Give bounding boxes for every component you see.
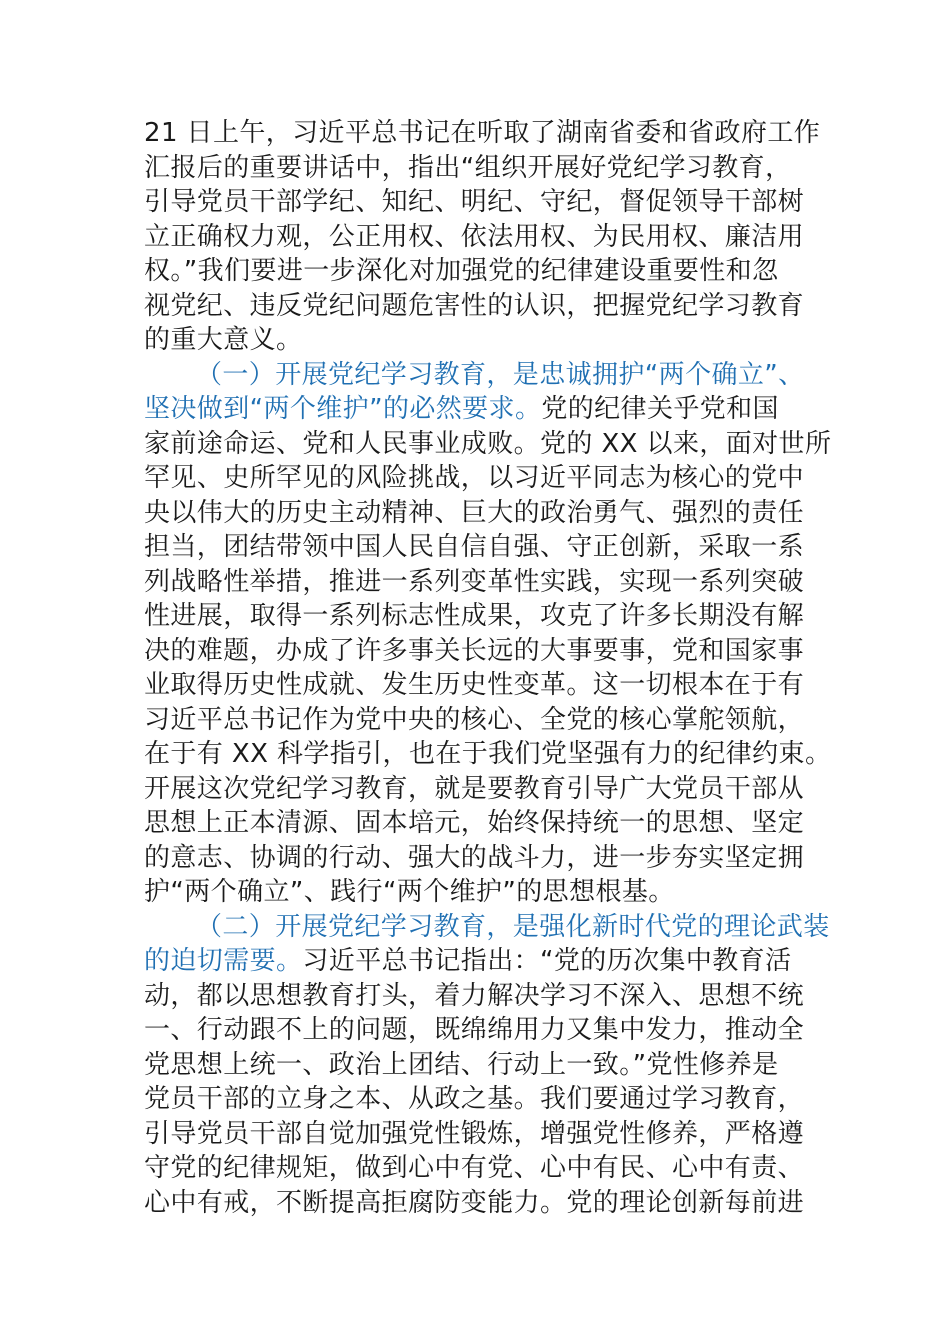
text-line: 担当，团结带领中国人民自信自强、守正创新，采取一系 (144, 532, 805, 562)
document-body (144, 116, 832, 1220)
paragraph-1 (144, 116, 821, 358)
text-line: 视党纪、违反党纪问题危害性的认识，把握党纪学习教育 (144, 290, 805, 321)
section-heading-2-cont: 的迫切需要。 (144, 946, 303, 976)
text-run: 党的纪律关乎党和国 (541, 394, 779, 424)
section-heading-1-cont: 坚决做到“两个维护”的必然要求。 (144, 394, 542, 424)
text-line: 家前途命运、党和人民事业成败。党的 XX 以来，面对世所 (144, 428, 832, 459)
text-line (144, 392, 806, 427)
text-line: 思想上正本清源、固本培元，始终保持统一的思想、坚定 (144, 808, 805, 838)
text-line: 开展这次党纪学习教育，就是要教育引导广大党员干部从 (144, 773, 805, 804)
text-line (144, 910, 830, 945)
text-line: 业取得历史性成就、发生历史性变革。这一切根本在于有 (144, 670, 805, 700)
text-run: 习近平总书记指出：“党的历次集中教育活 (302, 946, 792, 976)
paragraph-3 (144, 910, 830, 1221)
text-line: 党思想上统一、政治上团结、行动上一致。”党性修养是 (144, 1049, 779, 1080)
text-line: 习近平总书记作为党中央的核心、全党的核心掌舵领航， (144, 704, 805, 735)
text-line (144, 358, 806, 393)
text-line: 一、行动跟不上的问题，既绵绵用力又集中发力，推动全 (144, 1015, 805, 1045)
text-line: 心中有戒，不断提高拒腐防变能力。党的理论创新每前进 (144, 1187, 805, 1218)
section-heading-1: （一）开展党纪学习教育，是忠诚拥护“两个确立”、 (196, 359, 805, 390)
text-line: 性进展，取得一系列标志性成果，攻克了许多长期没有解 (144, 601, 805, 631)
text-line: 列战略性举措，推进一系列变革性实践，实现一系列突破 (144, 566, 805, 597)
text-line: 立正确权力观，公正用权、依法用权、为民用权、廉洁用 (144, 221, 805, 252)
text-line: 党员干部的立身之本、从政之基。我们要通过学习教育， (144, 1084, 805, 1114)
text-line: 21 日上午，习近平总书记在听取了湖南省委和省政府工作 (144, 118, 821, 148)
section-heading-2: （二）开展党纪学习教育，是强化新时代党的理论武装 (196, 911, 830, 942)
text-line: 引导党员干部学纪、知纪、明纪、守纪，督促领导干部树 (144, 187, 805, 217)
text-line: 的重大意义。 (144, 325, 303, 355)
text-line (144, 944, 806, 979)
text-line: 决的难题，办成了许多事关长远的大事要事，党和国家事 (144, 635, 805, 666)
text-line: 动，都以思想教育打头，着力解决学习不深入、思想不统 (144, 980, 805, 1011)
text-line: 罕见、史所罕见的风险挑战，以习近平同志为核心的党中 (144, 463, 805, 493)
text-line: 汇报后的重要讲话中，指出“组织开展好党纪学习教育， (144, 152, 792, 183)
paragraph-2 (144, 358, 832, 910)
text-line: 的意志、协调的行动、强大的战斗力，进一步夯实坚定拥 (144, 842, 805, 873)
text-line: 央以伟大的历史主动精神、巨大的政治勇气、强烈的责任 (144, 497, 805, 528)
text-line: 守党的纪律规矩，做到心中有党、心中有民、心中有责、 (144, 1153, 805, 1183)
text-line: 在于有 XX 科学指引，也在于我们党坚强有力的纪律约束。 (144, 739, 832, 769)
text-line: 引导党员干部自觉加强党性锻炼，增强党性修养，严格遵 (144, 1118, 805, 1149)
text-line: 护“两个确立”、践行“两个维护”的思想根基。 (144, 877, 675, 907)
text-line: 权。”我们要进一步深化对加强党的纪律建设重要性和忽 (144, 256, 779, 286)
